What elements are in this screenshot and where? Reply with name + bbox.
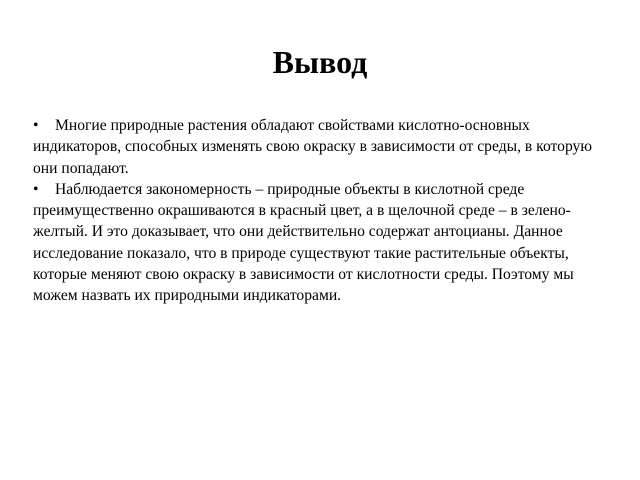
- bullet-marker: •: [33, 180, 39, 198]
- slide-title: Вывод: [272, 44, 368, 80]
- bullet-item-1: [33, 115, 605, 179]
- bullet-item-2: [33, 179, 605, 307]
- bullet-text: Многие природные растения обладают свойствами кислотно-основных индикаторов, способных изменять свою окраску в зависимости от среды, в которую они попадают.: [33, 117, 592, 177]
- bullet-marker: •: [33, 117, 39, 134]
- bullet-text: Наблюдается закономерность – природные объекты в кислотной среде преимущественно окрашиваются в красный цвет, а в щелочной среде – в зелено-желтый. И это доказывает, что они действительно содержат антоцианы. Данное исследование показало, что в природе существуют такие растительные объекты, которые меняют свою окраску в зависимости от кислотности среды. Поэтому мы можем назвать их природными индикаторами.: [33, 180, 574, 305]
- slide-body: [33, 115, 605, 307]
